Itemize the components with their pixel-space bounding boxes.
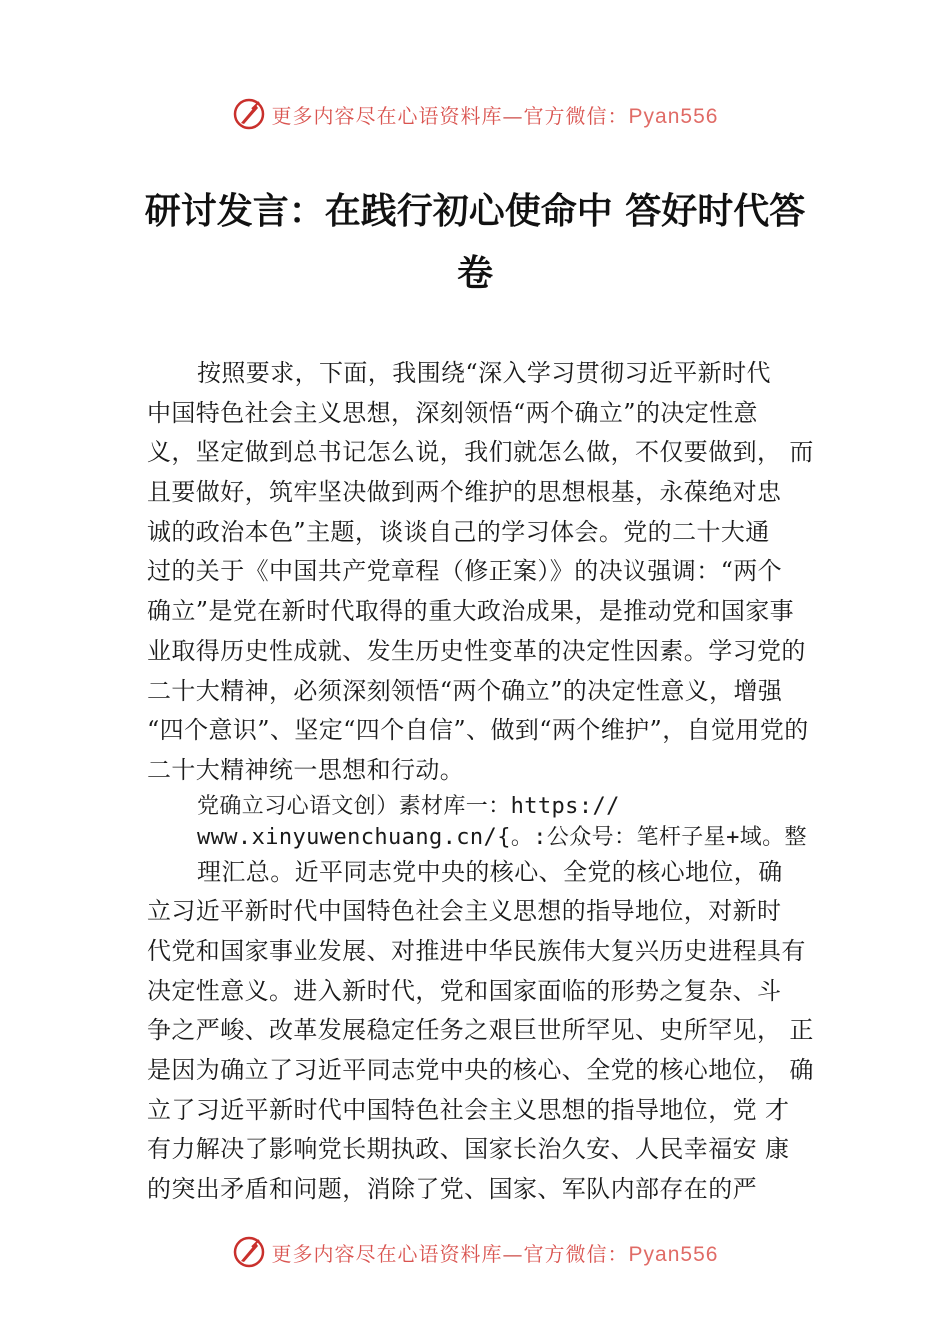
header-wechat-id: Pyan556 — [628, 104, 719, 128]
body-line: www.xinyuwenchuang.cn/{。:公众号：笔杆子星+域。整 — [197, 824, 807, 850]
body-line: 二十大精神，必须深刻领悟“两个确立”的决定性意义，增强 — [147, 676, 783, 705]
title-line-2: 卷 — [456, 252, 493, 294]
body-line: 争之严峻、改革发展稳定任务之艰巨世所罕见、史所罕见， 正 — [147, 1016, 814, 1045]
body-line: 决定性意义。进入新时代，党和国家面临的形势之复杂、斗 — [147, 976, 782, 1005]
body-line: 过的关于《中国共产党章程（修正案）》的决议强调：“两个 — [147, 557, 783, 586]
title-line-1: 研讨发言：在践行初心使命中 答好时代答 — [144, 190, 806, 232]
body-line: 立习近平新时代中国特色社会主义思想的指导地位，对新时 — [147, 897, 782, 926]
body-line: 代党和国家事业发展、对推进中华民族伟大复兴历史进程具有 — [147, 936, 806, 965]
body-line: 义，坚定做到总书记怎么说，我们就怎么做，不仅要做到， 而 — [147, 438, 814, 467]
header-library-text: 更多内容尽在心语资料库 — [271, 103, 503, 128]
header-separator: — — [502, 103, 524, 128]
quill-logo-icon — [232, 1235, 266, 1269]
footer-wechat-label: 官方微信： — [523, 1241, 629, 1266]
header-wechat-label: 官方微信： — [523, 103, 629, 128]
body-line: “四个意识”、坚定“四个自信”、做到“两个维护”，自觉用党的 — [147, 716, 809, 745]
body-line: 按照要求，下面，我围绕“深入学习贯彻习近平新时代 — [197, 359, 771, 387]
footer-banner — [0, 1232, 950, 1272]
body-line: 中国特色社会主义思想，深刻领悟“两个确立”的决定性意 — [147, 398, 758, 427]
body-line: 是因为确立了习近平同志党中央的核心、全党的核心地位， 确 — [147, 1056, 814, 1084]
body-line: 且要做好，筑牢坚决做到两个维护的思想根基，永葆绝对忠 — [147, 478, 782, 507]
footer-library-text: 更多内容尽在心语资料库 — [271, 1241, 503, 1266]
body-line: 的突出矛盾和问题，消除了党、国家、军队内部存在的严 — [147, 1175, 757, 1204]
body-line: 确立”是党在新时代取得的重大政治成果，是推动党和国家事 — [147, 597, 795, 626]
body-line: 有力解决了影响党长期执政、国家长治久安、人民幸福安 康 — [147, 1135, 790, 1164]
footer-wechat-id: Pyan556 — [628, 1242, 719, 1266]
footer-separator: — — [502, 1241, 524, 1266]
body-line: 理汇总。近平同志党中央的核心、全党的核心地位，确 — [197, 857, 783, 886]
footer-banner-text — [272, 1238, 719, 1267]
header-banner-text — [272, 100, 719, 129]
body-line: 立了习近平新时代中国特色社会主义思想的指导地位，党 才 — [147, 1095, 790, 1124]
body-line: 诚的政治本色”主题，谈谈自己的学习体会。党的二十大通 — [147, 517, 770, 546]
body-text — [147, 354, 827, 1210]
document-title — [120, 180, 830, 304]
body-line: 业取得历史性成就、发生历史性变革的决定性因素。学习党的 — [147, 636, 806, 665]
quill-logo-icon — [232, 97, 266, 131]
body-line: 党确立习心语文创）素材库一：https:// — [197, 793, 620, 819]
header-banner — [0, 94, 950, 134]
body-line: 二十大精神统一思想和行动。 — [147, 755, 465, 784]
